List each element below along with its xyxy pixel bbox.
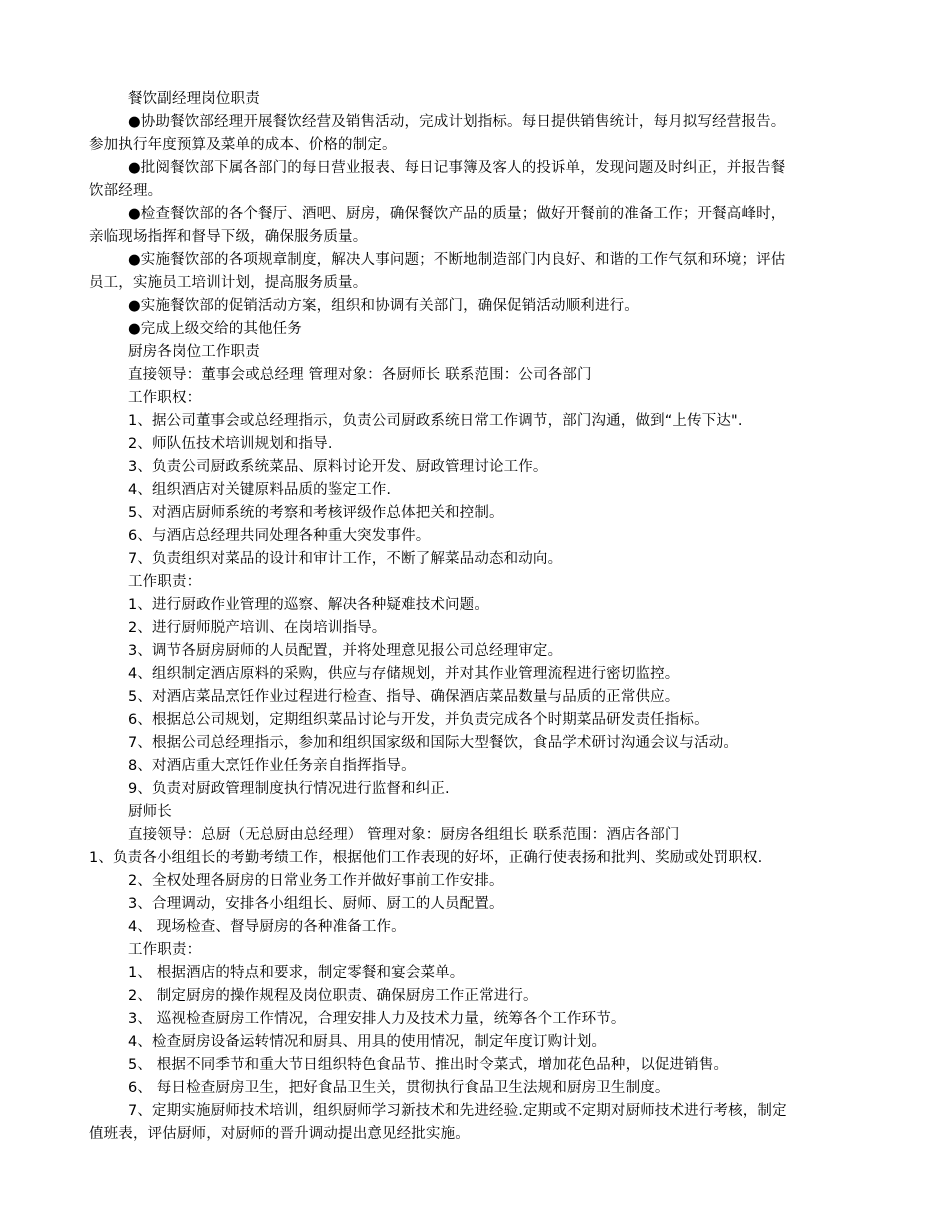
text-line: 饮部经理。 [89, 183, 163, 199]
list-item: 2、师队伍技术培训规划和指导. [128, 436, 333, 452]
list-item: 6、与酒店总经理共同处理各种重大突发事件。 [128, 528, 431, 544]
list-item: 5、对酒店厨师系统的考察和考核评级作总体把关和控制。 [128, 505, 504, 521]
list-item: 7、负责组织对菜品的设计和审计工作，不断了解菜品动态和动向。 [128, 551, 563, 567]
list-item: 4、组织酒店对关键原料品质的鉴定工作. [128, 482, 392, 498]
list-item: 1、进行厨政作业管理的巡察、解决各种疑难技术问题。 [128, 597, 489, 613]
text-line: ●检查餐饮部的各个餐厅、酒吧、厨房，确保餐饮产品的质量；做好开餐前的准备工作；开餐高峰时， [128, 206, 786, 222]
list-item: 3、负责公司厨政系统菜品、原料讨论开发、厨政管理讨论工作。 [128, 459, 548, 475]
section-title: 餐饮副经理岗位职责 [128, 91, 260, 107]
list-item: 1、负责各小组组长的考勤考绩工作，根据他们工作表现的好坏，正确行使表扬和批判、奖励或处罚职权. [89, 850, 763, 866]
list-item: 4、组织制定酒店原料的采购，供应与存储规划，并对其作业管理流程进行密切监控。 [128, 666, 680, 682]
list-item: 4、检查厨房设备运转情况和厨具、用具的使用情况，制定年度订购计划。 [128, 1034, 607, 1050]
list-item: 6、根据总公司规划，定期组织菜品讨论与开发，并负责完成各个时期菜品研发责任指标。 [128, 712, 709, 728]
list-item: 1、据公司董事会或总经理指示，负责公司厨政系统日常工作调节，部门沟通，做到“上传下达". [128, 413, 743, 429]
text-line: 值班表，评估厨师，对厨师的晋升调动提出意见经批实施。 [89, 1126, 470, 1142]
list-item: 7、定期实施厨师技术培训，组织厨师学习新技术和先进经验.定期或不定期对厨师技术进行考核，制定 [128, 1103, 787, 1119]
list-item: 4、 现场检查、督导厨房的各种准备工作。 [128, 919, 406, 935]
list-item: 8、对酒店重大烹饪作业任务亲自指挥指导。 [128, 758, 416, 774]
list-item: 2、全权处理各厨房的日常业务工作并做好事前工作安排。 [128, 873, 504, 889]
text-line: 直接领导：董事会或总经理 管理对象：各厨师长 联系范围：公司各部门 [128, 367, 592, 383]
list-item: 3、调节各厨房厨师的人员配置，并将处理意见报公司总经理审定。 [128, 643, 563, 659]
section-title: 厨房各岗位工作职责 [128, 344, 260, 360]
section-title: 厨师长 [128, 804, 172, 820]
subheading: 工作职责： [128, 574, 202, 590]
text-line: 亲临现场指挥和督导下级，确保服务质量。 [89, 229, 368, 245]
list-item: 9、负责对厨政管理制度执行情况进行监督和纠正. [128, 781, 450, 797]
text-line: ●协助餐饮部经理开展餐饮经营及销售活动，完成计划指标。每日提供销售统计，每月拟写经营报告。 [128, 114, 786, 130]
list-item: 7、根据公司总经理指示，参加和组织国家级和国际大型餐饮，食品学术研讨沟通会议与活动。 [128, 735, 739, 751]
list-item: 5、 根据不同季节和重大节日组织特色食品节、推出时令菜式，增加花色品种，以促进销售。 [128, 1057, 729, 1073]
list-item: 3、合理调动，安排各小组组长、厨师、厨工的人员配置。 [128, 896, 504, 912]
text-line: ●批阅餐饮部下属各部门的每日营业报表、每日记事簿及客人的投诉单，发现问题及时纠正，并报告餐 [128, 160, 786, 176]
list-item: 5、对酒店菜品烹饪作业过程进行检查、指导、确保酒店菜品数量与品质的正常供应。 [128, 689, 680, 705]
text-line: ●实施餐饮部的促销活动方案，组织和协调有关部门，确保促销活动顺利进行。 [128, 298, 639, 314]
text-line: 员工，实施员工培训计划，提高服务质量。 [89, 275, 368, 291]
list-item: 2、 制定厨房的操作规程及岗位职责、确保厨房工作正常进行。 [128, 988, 538, 1004]
list-item: 2、进行厨师脱产培训、在岗培训指导。 [128, 620, 387, 636]
subheading: 工作职权： [128, 390, 202, 406]
text-line: ●实施餐饮部的各项规章制度，解决人事问题；不断地制造部门内良好、和谐的工作气氛和环境；评估 [128, 252, 786, 268]
subheading: 工作职责： [128, 942, 202, 958]
list-item: 1、 根据酒店的特点和要求，制定零餐和宴会菜单。 [128, 965, 465, 981]
text-line: ●完成上级交给的其他任务 [128, 321, 302, 337]
text-line: 参加执行年度预算及菜单的成本、价格的制定。 [89, 137, 397, 153]
list-item: 3、 巡视检查厨房工作情况，合理安排人力及技术力量，统筹各个工作环节。 [128, 1011, 626, 1027]
text-line: 直接领导：总厨（无总厨由总经理） 管理对象：厨房各组组长 联系范围：酒店各部门 [128, 827, 680, 843]
list-item: 6、 每日检查厨房卫生，把好食品卫生关，贯彻执行食品卫生法规和厨房卫生制度。 [128, 1080, 670, 1096]
